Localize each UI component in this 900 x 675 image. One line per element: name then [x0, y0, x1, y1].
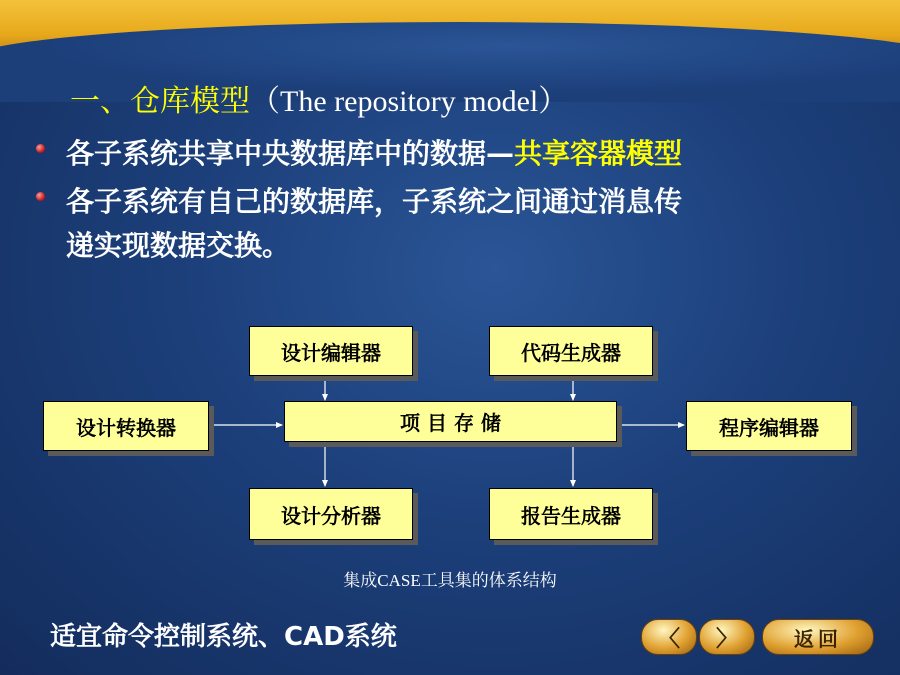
box-design-editor: 设计编辑器 — [249, 326, 413, 376]
box-design-analyzer: 设计分析器 — [249, 488, 413, 540]
box-report-generator: 报告生成器 — [489, 488, 653, 540]
box-design-translator: 设计转换器 — [43, 401, 209, 451]
footer-text: 适宜命令控制系统、CAD系统 — [50, 622, 397, 652]
back-button-label: 返回 — [794, 626, 842, 651]
chevron-left-icon: 〈 — [657, 626, 680, 652]
box-code-generator: 代码生成器 — [489, 326, 653, 376]
bullet-1-highlight: 共享容器模型 — [514, 137, 683, 170]
bullet-2-text: 各子系统有自己的数据库，子系统之间通过消息传 — [66, 185, 683, 218]
bullet-2-text-continued: 递实现数据交换。 — [66, 229, 291, 262]
chevron-right-icon: 〉 — [715, 626, 738, 652]
box-program-editor: 程序编辑器 — [686, 401, 852, 451]
title-prefix: 一、仓库模型 — [70, 84, 250, 119]
title-english: （The repository model） — [250, 85, 569, 118]
next-button[interactable] — [699, 619, 755, 655]
box-project-repository: 项 目 存 储 — [284, 401, 617, 442]
back-button[interactable] — [762, 619, 874, 655]
bullet-1-text: 各子系统共享中央数据库中的数据— — [66, 137, 515, 170]
prev-button[interactable] — [641, 619, 697, 655]
diagram-caption: 集成CASE工具集的体系结构 — [343, 571, 557, 590]
